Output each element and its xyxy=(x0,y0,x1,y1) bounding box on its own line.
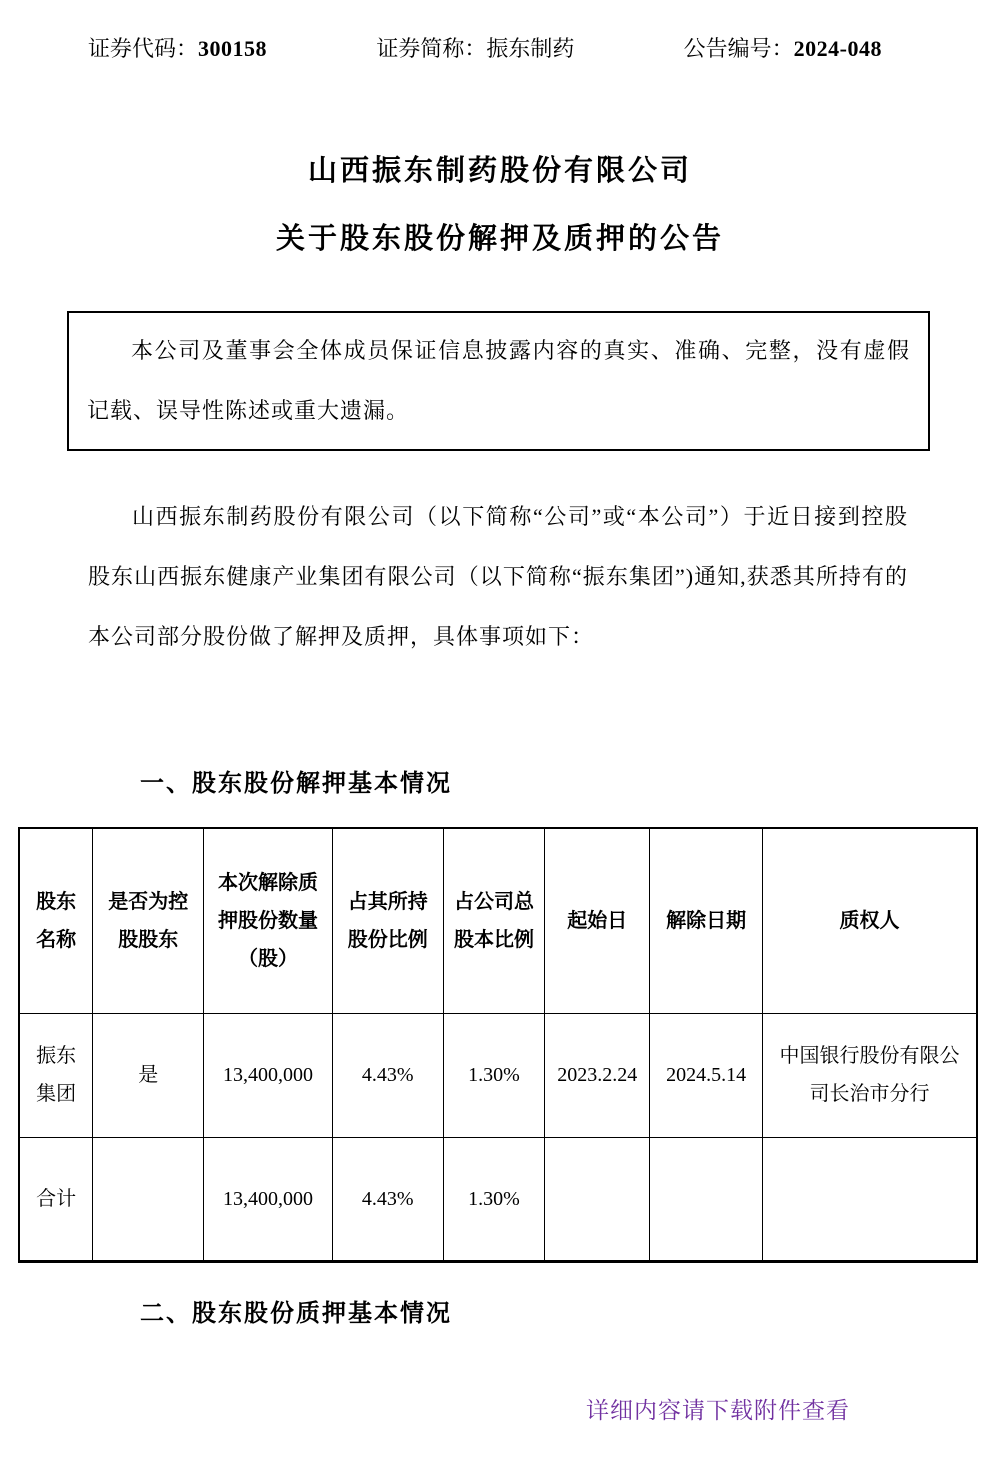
cell-total-label: 合计 xyxy=(19,1137,93,1261)
cell-pct-of-held: 4.43% xyxy=(332,1013,443,1137)
cell-total-pct-of-held: 4.43% xyxy=(332,1137,443,1261)
cell-pledgee: 中国银行股份有限公司长治市分行 xyxy=(762,1013,977,1137)
disclaimer-text: 本公司及董事会全体成员保证信息披露内容的真实、准确、完整，没有虚假记载、误导性陈述或重大遗漏。 xyxy=(87,338,910,423)
securities-code-value: 300158 xyxy=(198,36,268,61)
announcement-number-label: 公告编号： xyxy=(683,36,794,61)
cell-total-pct-of-total: 1.30% xyxy=(443,1137,545,1261)
company-title: 山西振东制药股份有限公司 xyxy=(307,155,692,187)
cell-controlling-shareholder: 是 xyxy=(93,1013,204,1137)
col-header-released-shares: 本次解除质押股份数量（股） xyxy=(204,828,333,1013)
col-header-pledgee: 质权人 xyxy=(762,828,977,1013)
announcement-number xyxy=(684,32,882,63)
disclaimer-box xyxy=(67,311,930,451)
securities-abbr-value: 振东制药 xyxy=(486,36,575,61)
cell-total-controlling xyxy=(93,1137,204,1261)
col-header-release-date: 解除日期 xyxy=(650,828,763,1013)
cell-total-release-date xyxy=(650,1137,763,1261)
cell-release-date: 2024.5.14 xyxy=(650,1013,763,1137)
body-paragraph: 山西振东制药股份有限公司（以下简称“公司”或“本公司”）于近日接到控股股东山西振东健康产业集团有限公司（以下简称“振东集团”)通知,获悉其所持有的本公司部分股份做了解押及质押，具体事项如下： xyxy=(88,504,908,649)
announcement-title: 关于股东股份解押及质押的公告 xyxy=(275,223,724,255)
cell-released-shares: 13,400,000 xyxy=(204,1013,333,1137)
cell-total-start-date xyxy=(545,1137,650,1261)
col-header-controlling-shareholder: 是否为控股股东 xyxy=(93,828,204,1013)
section1-heading: 一、股东股份解押基本情况 xyxy=(140,771,452,797)
securities-meta-line xyxy=(88,32,882,63)
cell-pct-of-total: 1.30% xyxy=(443,1013,545,1137)
cell-shareholder-name: 振东集团 xyxy=(19,1013,93,1137)
securities-abbr-label: 证券简称： xyxy=(376,36,487,61)
cell-start-date: 2023.2.24 xyxy=(545,1013,650,1137)
securities-abbr xyxy=(376,32,574,63)
table-row xyxy=(19,1013,977,1137)
announcement-number-value: 2024-048 xyxy=(793,36,882,61)
col-header-start-date: 起始日 xyxy=(545,828,650,1013)
cell-total-pledgee xyxy=(762,1137,977,1261)
table-row-total xyxy=(19,1137,977,1261)
securities-code-label: 证券代码： xyxy=(88,36,199,61)
cell-total-shares: 13,400,000 xyxy=(204,1137,333,1261)
col-header-shareholder-name: 股东名称 xyxy=(19,828,93,1013)
col-header-pct-of-held: 占其所持股份比例 xyxy=(332,828,443,1013)
col-header-pct-of-total: 占公司总股本比例 xyxy=(443,828,545,1013)
release-pledge-table xyxy=(18,827,978,1263)
section2-heading: 二、股东股份质押基本情况 xyxy=(140,1301,452,1327)
securities-code xyxy=(88,32,267,63)
table-header-row xyxy=(19,828,977,1013)
download-attachment-link[interactable]: 详细内容请下载附件查看 xyxy=(586,1397,850,1423)
